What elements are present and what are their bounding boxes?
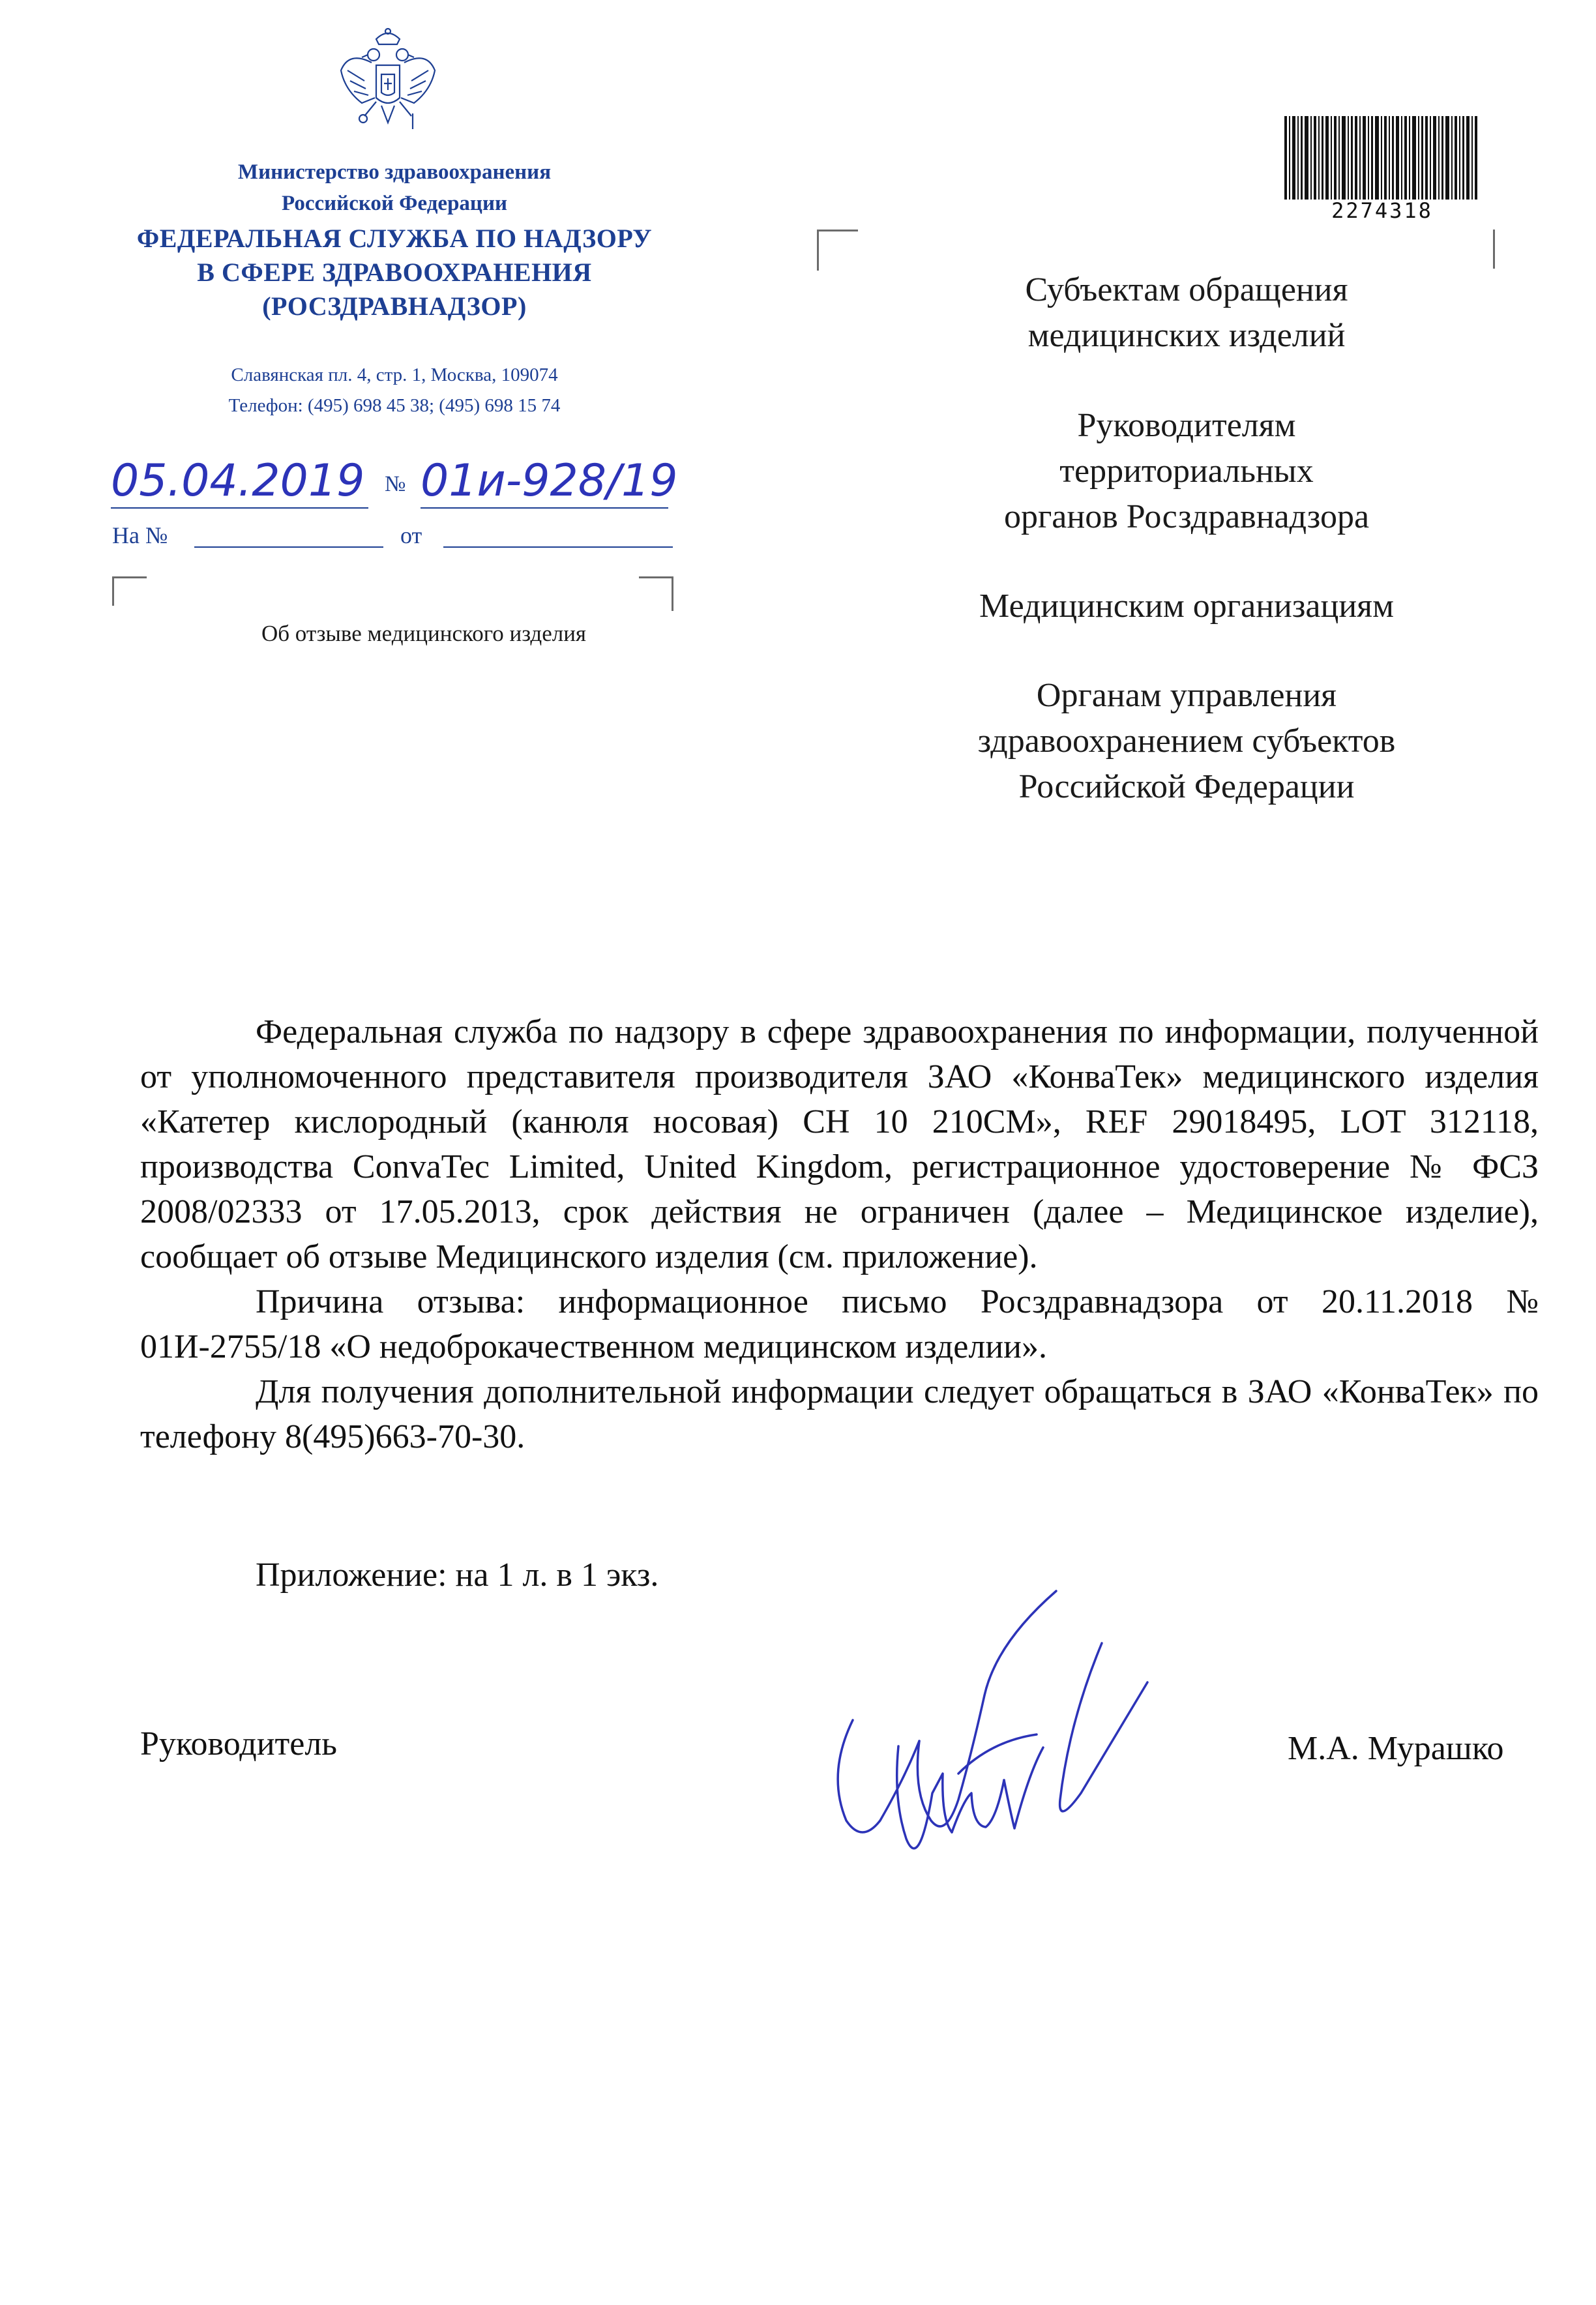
- service-name: [85, 222, 704, 323]
- addressee-1-line-1: Субъектам обращения: [1025, 271, 1348, 308]
- from-label: от: [400, 522, 422, 548]
- number-handwritten: 01и-928/19: [421, 455, 678, 507]
- ministry-line-1: Министерство здравоохранения: [237, 160, 552, 184]
- address-block: [85, 360, 704, 421]
- paragraph-1: Федеральная служба по надзору в сфере здравоохранения по информации, полученной от уполномоченного представителя производителя ЗАО «КонваТек» медицинского изделия «Катетер кислородный (канюля носовая) CH 10 210CM», REF 29018495, LOT 312118, производства ConvaTec Limited, United Kingdom, регистрационное удостоверение № ФСЗ 2008/02333 от 17.05.2013, срок действия не ограничен (далее – Медицинское изделие), сообщает об отзыве Медицинского изделия (см. приложение).: [140, 1013, 1539, 1275]
- subject-line: Об отзыве медицинского изделия: [261, 621, 587, 646]
- addressee-4-line-1: Органам управления: [1036, 677, 1337, 714]
- subject-bracket-left: [112, 576, 147, 606]
- service-line-2: В СФЕРЕ ЗДРАВООХРАНЕНИЯ: [197, 258, 592, 287]
- subject-bracket-right: [639, 576, 673, 611]
- from-field: [443, 546, 673, 548]
- addressee-2: [900, 403, 1473, 540]
- ministry-line-2: Российской Федерации: [282, 192, 507, 215]
- barcode-number: 2274318: [1331, 198, 1433, 223]
- on-no-label: На №: [112, 522, 168, 548]
- service-line-3: (РОСЗДРАВНАДЗОР): [262, 291, 527, 321]
- addressee-3-line-1: Медицинским организациям: [979, 587, 1394, 625]
- addressee-1: [900, 267, 1473, 359]
- ministry-name: [85, 156, 704, 219]
- date-handwritten: 05.04.2019: [111, 455, 365, 507]
- addressee-2-line-3: органов Росздравнадзора: [1003, 498, 1370, 535]
- addressee-4-line-3: Российской Федерации: [1018, 768, 1355, 805]
- on-no-field: [194, 546, 383, 548]
- paragraph-3: Для получения дополнительной информации следует обращаться в ЗАО «КонваТек» по телефону 8(495)663-70-30.: [140, 1373, 1539, 1455]
- addressee-3: [900, 584, 1473, 629]
- attachment-note: Приложение: на 1 л. в 1 экз.: [256, 1556, 659, 1594]
- address: Славянская пл. 4, стр. 1, Москва, 109074: [231, 364, 558, 385]
- address-bracket-right: [1493, 230, 1495, 269]
- addressee-4: [900, 673, 1473, 810]
- number-label: №: [385, 472, 406, 496]
- paragraph-2: Причина отзыва: информационное письмо Росздравнадзора от 20.11.2018 № 01И-2755/18 «О недоброкачественном медицинском изделии».: [140, 1283, 1539, 1365]
- handwritten-signature: [821, 1578, 1187, 1917]
- date-number-line: [111, 450, 763, 515]
- barcode-icon: [1284, 116, 1480, 200]
- letter-body: [140, 1009, 1539, 1459]
- addressee-1-line-2: медицинских изделий: [1027, 317, 1346, 354]
- service-line-1: ФЕДЕРАЛЬНАЯ СЛУЖБА ПО НАДЗОРУ: [136, 224, 653, 253]
- address-bracket-left: [817, 230, 858, 271]
- addressee-2-line-2: территориальных: [1059, 453, 1314, 490]
- signer-role: Руководитель: [140, 1725, 337, 1762]
- addressee-4-line-2: здравоохранением субъектов: [977, 722, 1396, 760]
- addressee-2-line-1: Руководителям: [1077, 407, 1296, 444]
- coat-of-arms-icon: [336, 25, 440, 139]
- signer-name: М.А. Мурашко: [1288, 1730, 1504, 1767]
- phone: Телефон: (495) 698 45 38; (495) 698 15 74: [228, 395, 561, 416]
